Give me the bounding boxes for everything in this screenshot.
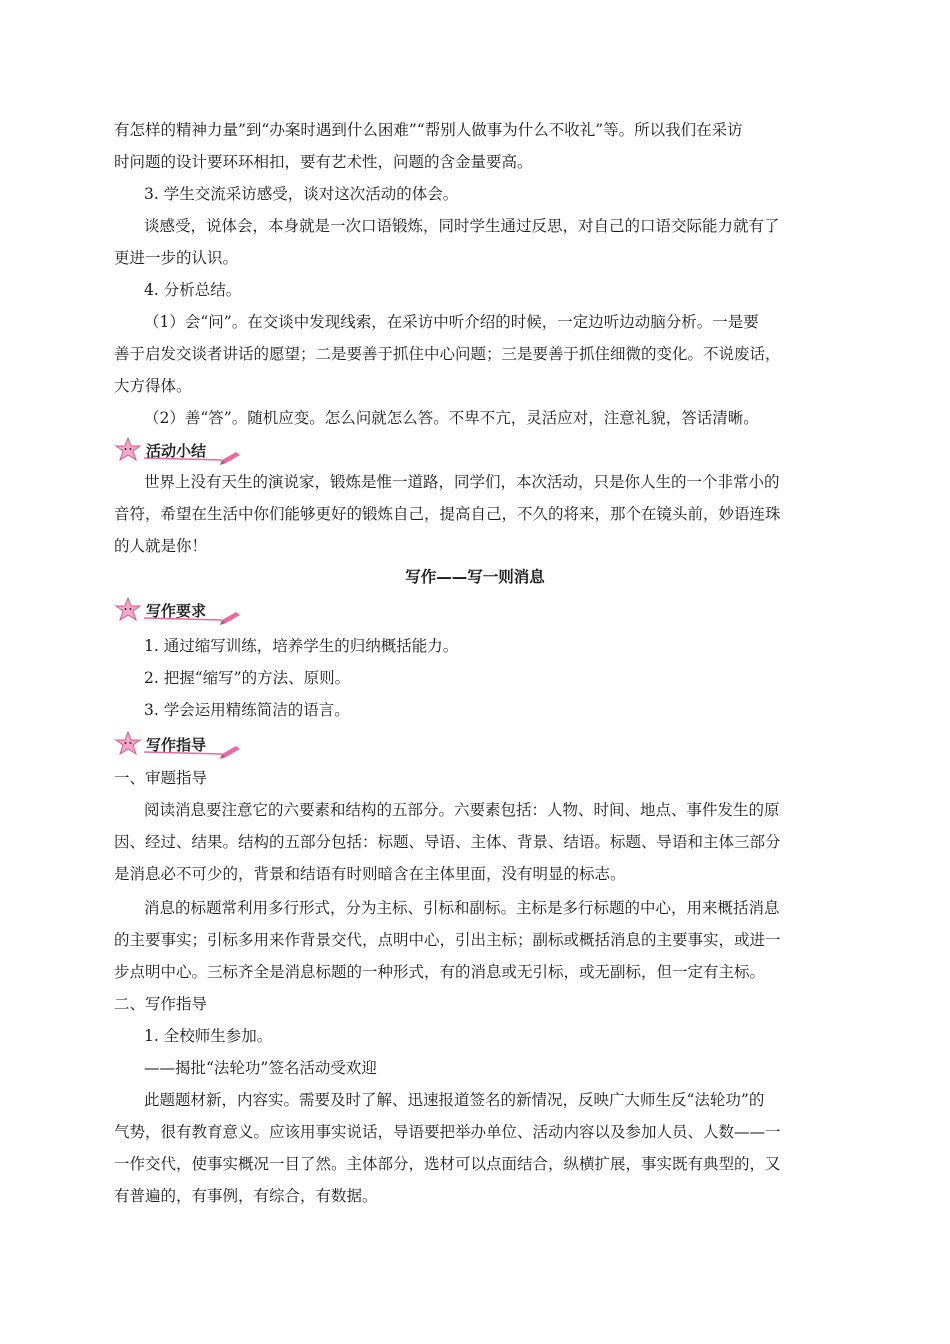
section-badge-guidance <box>114 730 254 760</box>
paragraph-line: 阅读消息要注意它的六要素和结构的五部分。六要素包括：人物、时间、地点、事件发生的原 <box>144 801 780 819</box>
paragraph-line: 的人就是你！ <box>114 537 208 555</box>
paragraph-line: （1）会“问”。在交谈中发现线索，在采访中听介绍的时候，一定边听边动脑分析。一是要 <box>144 313 759 331</box>
section-title: 写作——写一则消息 <box>405 568 545 586</box>
subheading: 二、写作指导 <box>114 995 208 1013</box>
paragraph-line: 音符，希望在生活中你们能够更好的锻炼自己，提高自己，不久的将来，那个在镜头前，妙语连珠 <box>114 505 781 523</box>
list-item: 3. 学会运用精练简洁的语言。 <box>144 701 350 719</box>
section-heading: 写作指导 <box>146 736 207 754</box>
paragraph-line: 有怎样的精神力量”到“办案时遇到什么困难”“帮别人做事为什么不收礼”等。所以我们在采访 <box>114 121 743 139</box>
paragraph-line: 大方得体。 <box>114 377 192 395</box>
section-heading: 写作要求 <box>146 602 207 620</box>
list-item: 1. 通过缩写训练，培养学生的归纳概括能力。 <box>144 637 459 655</box>
paragraph-line: 1. 全校师生参加。 <box>144 1027 273 1045</box>
paragraph-line: 步点明中心。三标齐全是消息标题的一种形式，有的消息或无引标，或无副标，但一定有主标。 <box>114 963 766 981</box>
paragraph-line: 的主要事实；引标多用来作背景交代，点明中心，引出主标；副标或概括消息的主要事实，或进一 <box>114 931 781 949</box>
paragraph-line: 一作交代，使事实概况一目了然。主体部分，选材可以点面结合，纵横扩展，事实既有典型的，又 <box>114 1155 781 1173</box>
paragraph-line: 因、经过、结果。结构的五部分包括：标题、导语、主体、背景、结语。标题、导语和主体三部分 <box>114 833 781 851</box>
list-item: 2. 把握“缩写”的方法、原则。 <box>144 669 351 687</box>
paragraph-line: 时问题的设计要环环相扣，要有艺术性，问题的含金量要高。 <box>114 153 533 171</box>
paragraph-line: 此题题材新，内容实。需要及时了解、迅速报道签名的新情况，反映广大师生反“法轮功”的 <box>144 1091 765 1109</box>
paragraph-line: 谈感受，说体会，本身就是一次口语锻炼，同时学生通过反思，对自己的口语交际能力就有了 <box>144 217 780 235</box>
paragraph-line: ——揭批“法轮功”签名活动受欢迎 <box>144 1059 377 1077</box>
paragraph-line: 更进一步的认识。 <box>114 249 239 267</box>
paragraph-line: 世界上没有天生的演说家，锻炼是惟一道路，同学们，本次活动，只是你人生的一个非常小的 <box>144 473 780 491</box>
paragraph-line: （2）善“答”。随机应变。怎么问就怎么答。不卑不亢，灵活应对，注意礼貌，答话清晰。 <box>144 409 759 427</box>
paragraph-line: 是消息必不可少的，背景和结语有时则暗含在主体里面，没有明显的标志。 <box>114 865 626 883</box>
paragraph-line: 气势，很有教育意义。应该用事实说话，导语要把举办单位、活动内容以及参加人员、人数——一 <box>114 1123 781 1141</box>
section-heading: 活动小结 <box>146 442 207 460</box>
paragraph-line: 4. 分析总结。 <box>144 281 242 299</box>
section-badge-requirements <box>114 596 254 626</box>
section-badge-summary <box>114 436 254 466</box>
paragraph-line: 3. 学生交流采访感受，谈对这次活动的体会。 <box>144 185 459 203</box>
paragraph-line: 消息的标题常利用多行形式，分为主标、引标和副标。主标是多行标题的中心，用来概括消息 <box>144 899 780 917</box>
paragraph-line: 善于启发交谈者讲话的愿望；二是要善于抓住中心问题；三是要善于抓住细微的变化。不说废话， <box>114 345 781 363</box>
paragraph-line: 有普遍的，有事例，有综合，有数据。 <box>114 1187 378 1205</box>
subheading: 一、审题指导 <box>114 769 208 787</box>
